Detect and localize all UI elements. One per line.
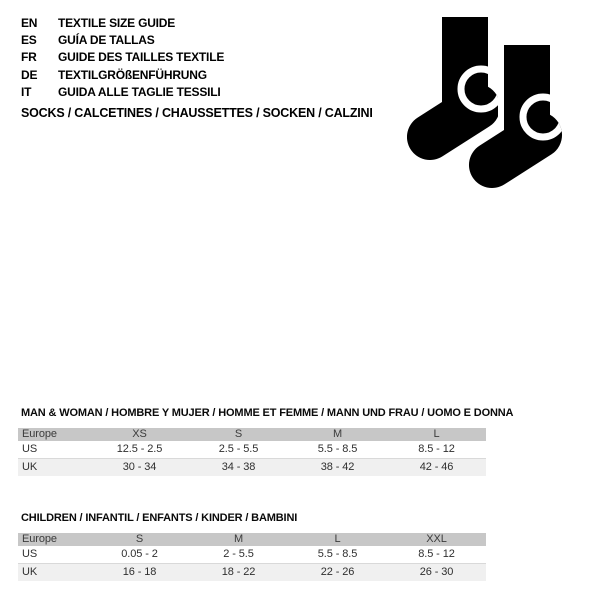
language-row-es [21,31,224,48]
language-label: GUIDA ALLE TAGLIE TESSILI [58,85,221,100]
language-code: FR [21,50,37,65]
value-cell: 2 - 5.5 [223,548,254,560]
men-women-title: MAN & WOMAN / HOMBRE Y MUJER / HOMME ET FEMME / MANN UND FRAU / UOMO E DONNA [21,407,514,419]
column-header: L [433,428,440,440]
value-cell: 38 - 42 [320,461,355,473]
value-cell: 8.5 - 12 [418,548,455,560]
value-cell: 2.5 - 5.5 [218,443,259,455]
table-row-uk [18,564,486,581]
column-header: M [233,533,244,545]
language-label: GUIDE DES TAILLES TEXTILE [58,50,225,65]
value-cell: 22 - 26 [320,566,355,578]
table-row-us [18,441,486,459]
column-header: Europe [22,533,57,545]
children-size-table [18,533,486,581]
column-header: S [135,533,144,545]
language-label: GUÍA DE TALLAS [58,33,155,48]
language-code: EN [21,15,38,30]
column-header: XS [132,428,147,440]
table-row-uk [18,459,486,476]
value-cell: 5.5 - 8.5 [317,548,358,560]
language-code: DE [21,67,38,82]
language-label: TEXTILGRÖßENFÜHRUNG [58,67,207,82]
table-header-row [18,533,486,546]
column-header: L [334,533,341,545]
region-cell: UK [22,461,38,473]
socks-icon [407,17,565,193]
region-cell: UK [22,566,38,578]
value-cell: 26 - 30 [419,566,454,578]
category-line: SOCKS / CALCETINES / CHAUSSETTES / SOCKEN / CALZINI [21,106,373,120]
value-cell: 0.05 - 2 [121,548,158,560]
table-row-us [18,546,486,564]
value-cell: 18 - 22 [221,566,256,578]
table-header-row [18,428,486,441]
column-header: Europe [22,428,57,440]
men-women-size-table [18,428,486,476]
language-row-it [21,84,224,101]
column-header: M [332,428,343,440]
language-row-de [21,66,224,83]
children-title: CHILDREN / INFANTIL / ENFANTS / KINDER / BAMBINI [21,512,298,524]
value-cell: 5.5 - 8.5 [317,443,358,455]
language-label: TEXTILE SIZE GUIDE [58,15,176,30]
value-cell: 42 - 46 [419,461,454,473]
column-header: XXL [426,533,447,545]
column-header: S [234,428,243,440]
value-cell: 8.5 - 12 [418,443,455,455]
region-cell: US [22,548,38,560]
region-cell: US [22,443,38,455]
language-row-en [21,14,224,31]
value-cell: 30 - 34 [122,461,157,473]
value-cell: 34 - 38 [221,461,256,473]
language-list [21,14,224,101]
language-row-fr [21,49,224,66]
value-cell: 12.5 - 2.5 [116,443,163,455]
language-code: ES [21,33,37,48]
value-cell: 16 - 18 [122,566,157,578]
language-code: IT [21,85,32,100]
